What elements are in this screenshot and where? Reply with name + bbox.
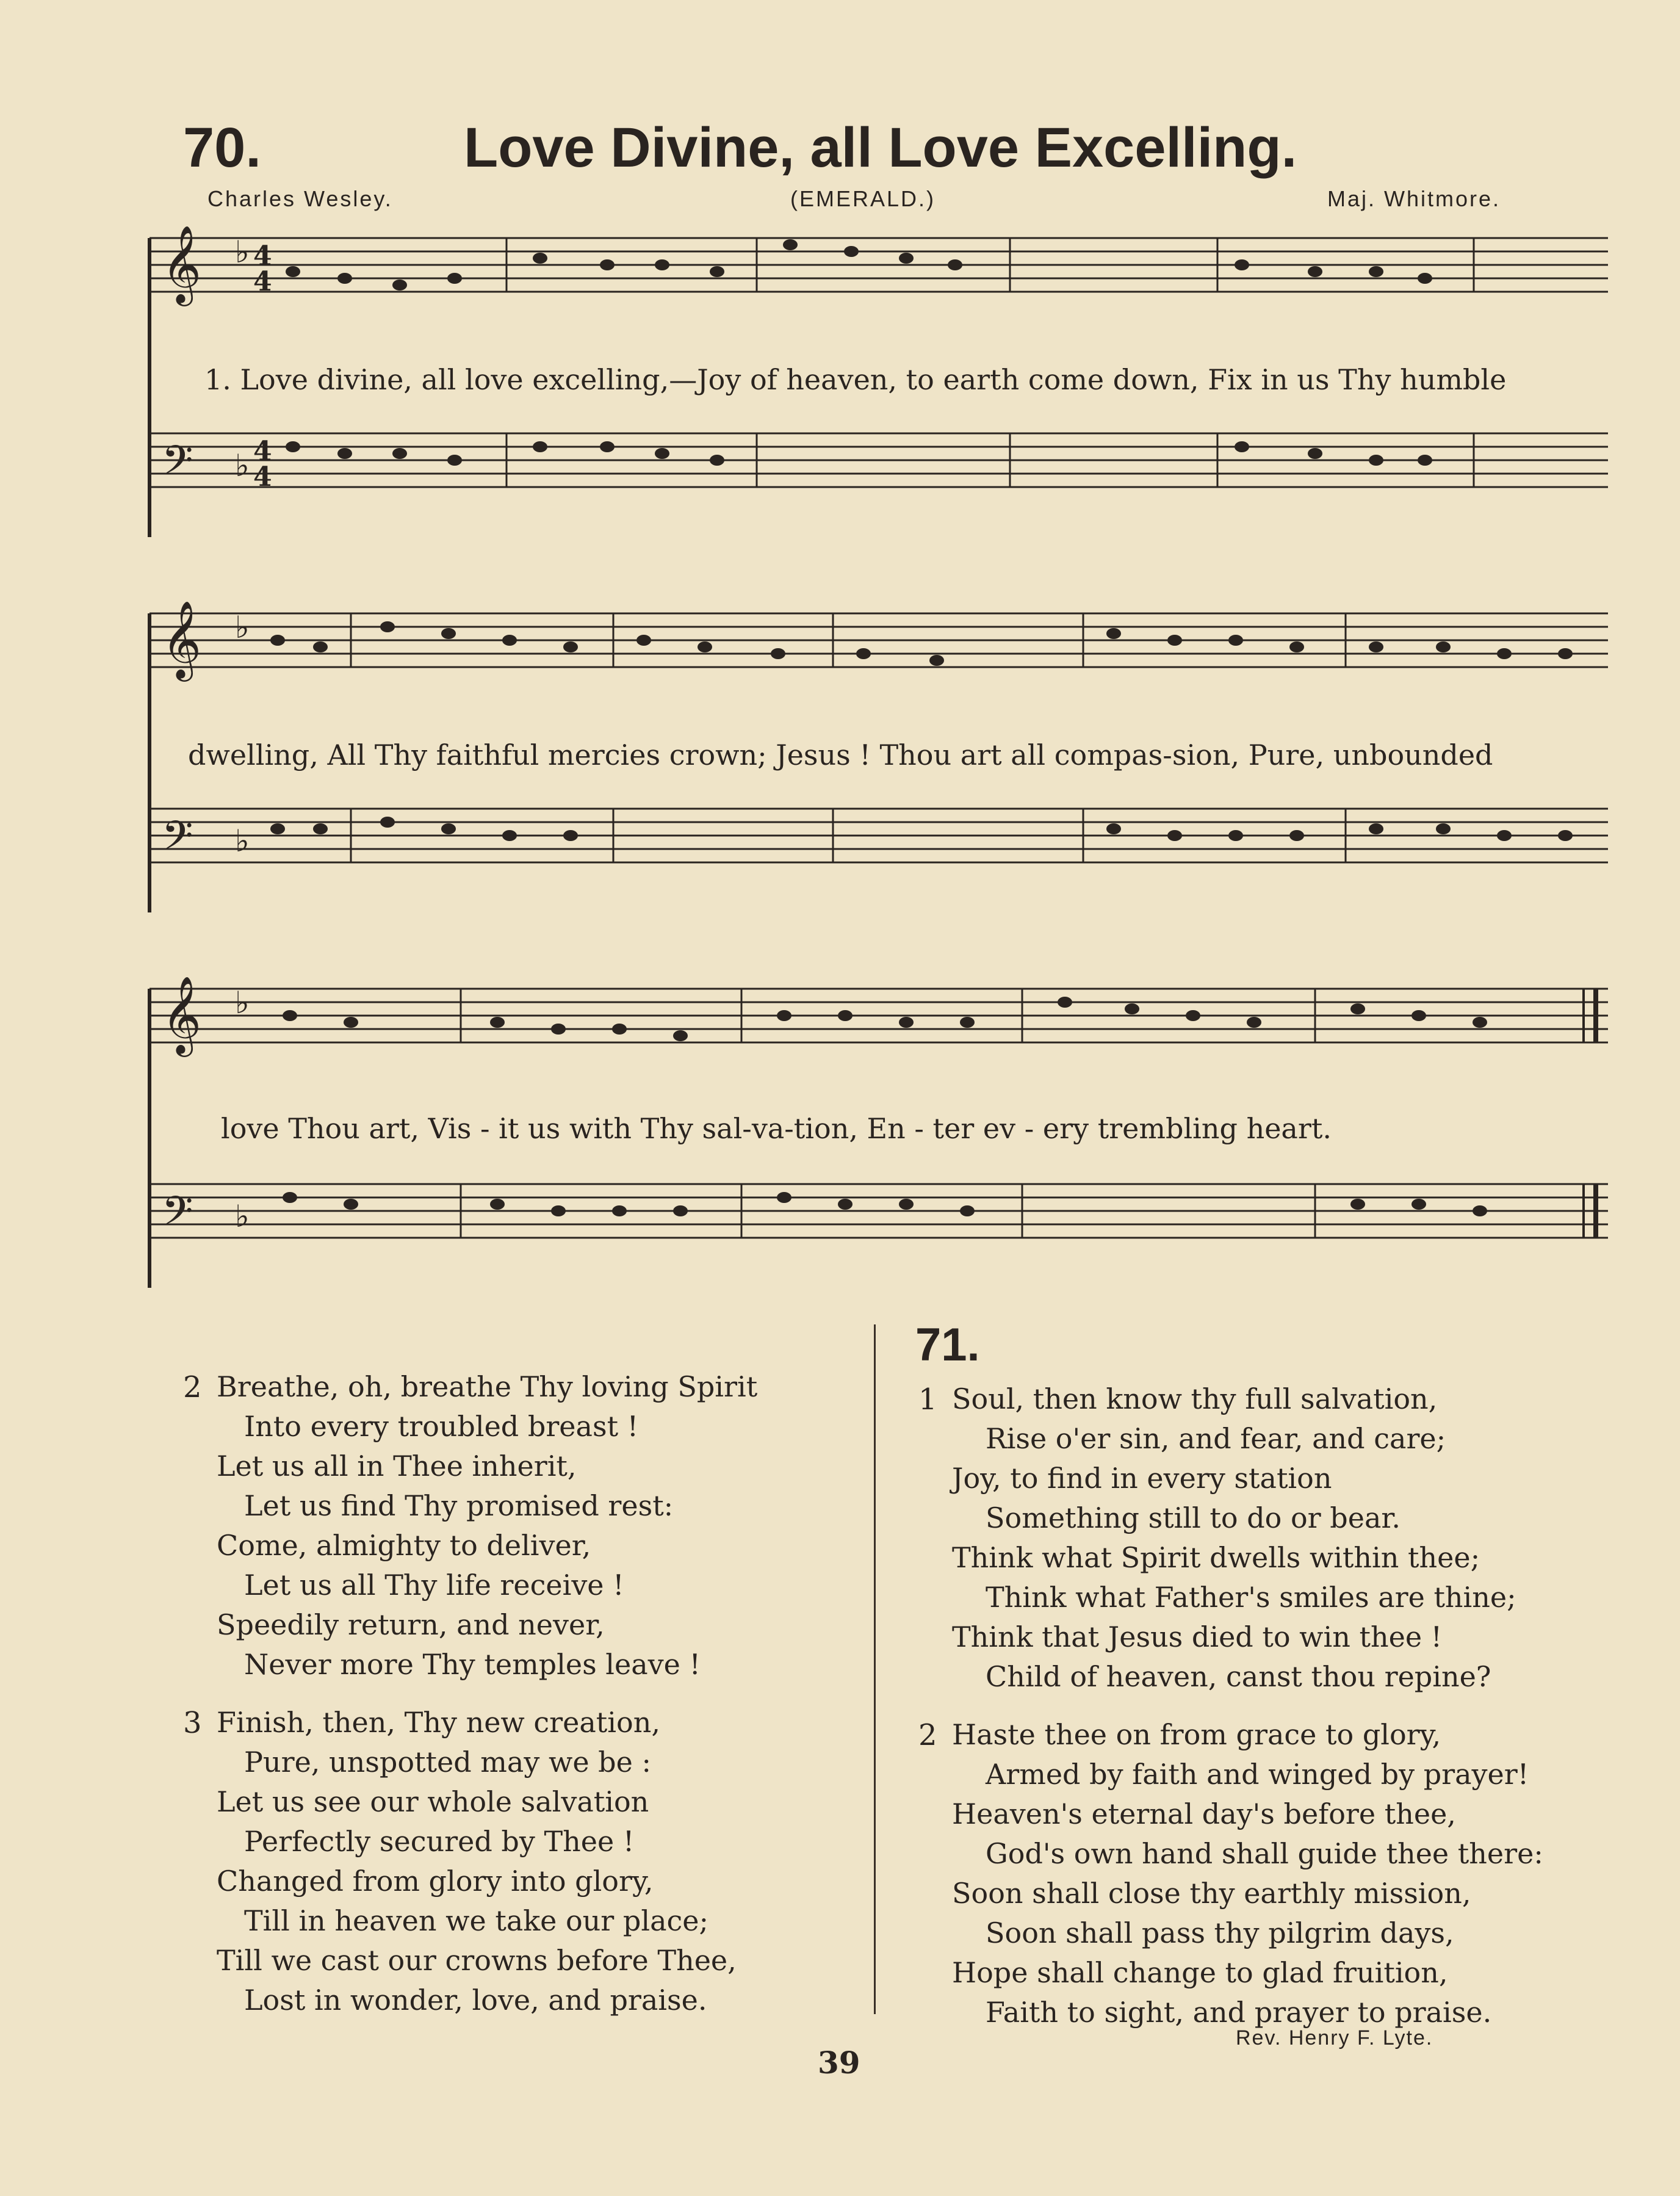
svg-text:𝄢: 𝄢 bbox=[162, 812, 193, 869]
verse-line: Let us see our whole salvation bbox=[217, 1785, 649, 1818]
hymn71-number: 71. bbox=[915, 1319, 980, 1371]
verse-line: Come, almighty to deliver, bbox=[217, 1529, 591, 1562]
svg-text:𝄢: 𝄢 bbox=[162, 437, 193, 494]
verse-line: Let us find Thy promised rest: bbox=[244, 1489, 674, 1522]
verse-line: Till in heaven we take our place; bbox=[244, 1904, 708, 1937]
svg-text:4: 4 bbox=[253, 266, 272, 297]
column-divider bbox=[874, 1324, 876, 2014]
page-number: 39 bbox=[818, 2045, 860, 2081]
svg-text:♭: ♭ bbox=[235, 448, 250, 483]
hymn-title: Love Divine, all Love Excelling. bbox=[464, 117, 1297, 179]
verse-line: Something still to do or bear. bbox=[986, 1501, 1401, 1534]
verse-line: Breathe, oh, breathe Thy loving Spirit bbox=[217, 1370, 758, 1403]
verse-line: Lost in wonder, love, and praise. bbox=[244, 1984, 707, 2017]
svg-text:♭: ♭ bbox=[235, 234, 250, 270]
verse-line: Speedily return, and never, bbox=[217, 1608, 605, 1641]
verse-line: Hope shall change to glad fruition, bbox=[952, 1956, 1448, 1989]
verse-line: Perfectly secured by Thee ! bbox=[244, 1825, 635, 1858]
svg-text:♭: ♭ bbox=[235, 985, 250, 1020]
svg-text:♭: ♭ bbox=[235, 823, 250, 859]
verse-line: Rise o'er sin, and fear, and care; bbox=[986, 1422, 1446, 1455]
verse-line: Soul, then know thy full salvation, bbox=[952, 1382, 1438, 1415]
verse-line: Child of heaven, canst thou repine? bbox=[986, 1660, 1491, 1693]
hymn-number: 70. bbox=[183, 117, 261, 179]
verse-line: Think what Spirit dwells within thee; bbox=[952, 1541, 1480, 1574]
svg-text:𝄞: 𝄞 bbox=[162, 226, 202, 303]
verse-line: God's own hand shall guide thee there: bbox=[986, 1837, 1543, 1870]
verse-line: Heaven's eternal day's before thee, bbox=[952, 1797, 1456, 1830]
svg-text:𝄞: 𝄞 bbox=[162, 977, 202, 1053]
author-credit: Charles Wesley. bbox=[207, 186, 393, 211]
tune-name: (EMERALD.) bbox=[790, 186, 936, 211]
lyrics-line-1: 1. Love divine, all love excelling,—Joy of heaven, to earth come down, Fix in us Thy humble bbox=[204, 363, 1507, 396]
verse-line: Into every troubled breast ! bbox=[244, 1410, 639, 1443]
verse-line: Never more Thy temples leave ! bbox=[244, 1648, 701, 1681]
verse-number: 3 bbox=[183, 1706, 202, 1740]
svg-text:𝄢: 𝄢 bbox=[162, 1188, 193, 1244]
lyrics-line-2: dwelling, All Thy faithful mercies crown; Jesus ! Thou art all compas-sion, Pure, unbounded bbox=[188, 739, 1493, 771]
verse-number: 1 bbox=[918, 1382, 937, 1417]
lyrics-line-3: love Thou art, Vis - it us with Thy sal-va-tion, En - ter ev - ery trembling heart. bbox=[221, 1112, 1332, 1145]
svg-text:4: 4 bbox=[253, 436, 272, 467]
verse-line: Let us all Thy life receive ! bbox=[244, 1569, 624, 1602]
svg-text:4: 4 bbox=[253, 461, 272, 493]
svg-text:𝄞: 𝄞 bbox=[162, 601, 202, 678]
verse-number: 2 bbox=[918, 1718, 937, 1752]
verse-line: Faith to sight, and prayer to praise. bbox=[986, 1996, 1492, 2029]
verse-line: Pure, unspotted may we be : bbox=[244, 1746, 651, 1779]
svg-text:♭: ♭ bbox=[235, 1199, 250, 1234]
verse-line: Soon shall close thy earthly mission, bbox=[952, 1877, 1471, 1910]
verse-line: Soon shall pass thy pilgrim days, bbox=[986, 1916, 1454, 1949]
verse-line: Till we cast our crowns before Thee, bbox=[217, 1944, 737, 1977]
verse-line: Think that Jesus died to win thee ! bbox=[952, 1620, 1443, 1653]
svg-text:♭: ♭ bbox=[235, 610, 250, 645]
composer-credit: Maj. Whitmore. bbox=[1327, 186, 1501, 211]
verse-number: 2 bbox=[183, 1370, 202, 1404]
verse-line: Changed from glory into glory, bbox=[217, 1865, 654, 1898]
verse-line: Joy, to find in every station bbox=[952, 1462, 1332, 1495]
verse-line: Let us all in Thee inherit, bbox=[217, 1450, 577, 1483]
verse-line: Think what Father's smiles are thine; bbox=[986, 1581, 1516, 1614]
svg-text:4: 4 bbox=[253, 240, 272, 272]
verse-line: Finish, then, Thy new creation, bbox=[217, 1706, 660, 1739]
hymn71-author: Rev. Henry F. Lyte. bbox=[1236, 2026, 1433, 2050]
verse-line: Haste thee on from grace to glory, bbox=[952, 1718, 1441, 1751]
verse-line: Armed by faith and winged by prayer! bbox=[986, 1758, 1529, 1791]
